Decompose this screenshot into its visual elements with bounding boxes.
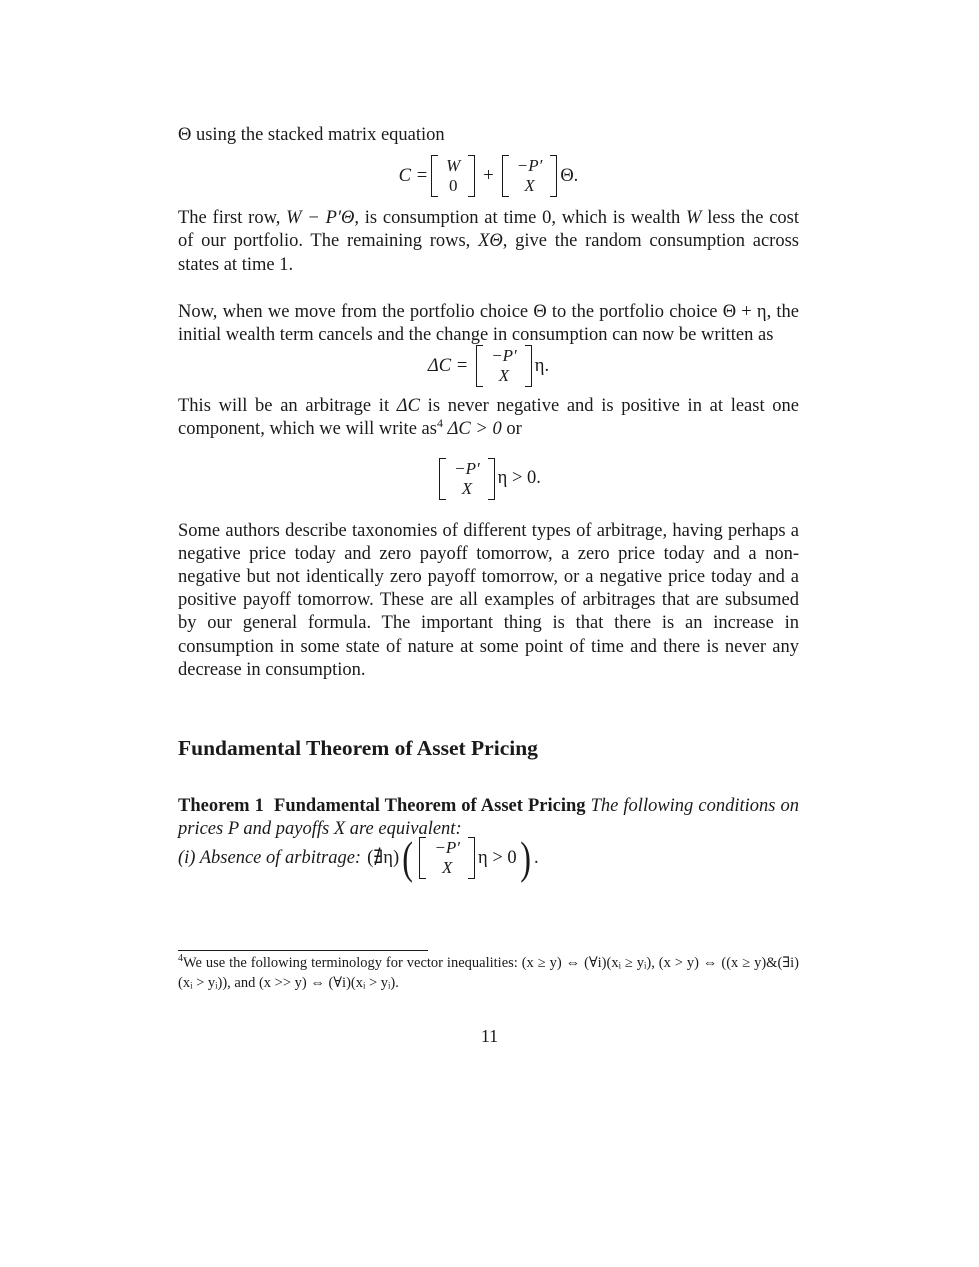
matrix-cells [483,345,525,387]
equation-consumption [178,155,799,197]
equation-delta-c [178,345,799,387]
paragraph-portfolio-change: Now, when we move from the portfolio choice Θ to the portfolio choice Θ + η, the initial wealth term cancels and the change in consumption can now be written as [178,301,799,346]
theorem-label: Theorem 1 [178,796,264,817]
matrix-cells [426,837,468,879]
paren-left: ( [402,832,414,884]
footnote-rule [178,950,428,951]
paragraph-intro: Θ using the stacked matrix equation [178,125,445,145]
matrix-cell: X [498,366,510,386]
bracket-right [525,345,532,387]
matrix-cell: X [442,858,453,878]
text: is never negative and is positive in at least one component, which we will write as [178,396,799,440]
eq1-matrix-wealth [431,155,475,197]
eq3-matrix [439,458,495,500]
item-i-label: (i) Absence of arbitrage: [178,847,362,868]
eq3-suffix: η > 0. [497,468,541,489]
math-inline: ΔC [396,396,420,417]
eq2-lhs: ΔC = [427,355,469,376]
bracket-left [439,458,446,500]
theorem-text: The following conditions on prices P and payoffs X are equivalent: [178,796,800,840]
math-inline: W [686,208,702,229]
theorem-statement [178,795,799,841]
section-title: Fundamental Theorem of Asset Pricing [178,736,538,761]
matrix-cell: X [524,176,535,196]
text: , is consumption at time 0, which is wealth [354,208,687,229]
eq1-suffix: Θ. [560,165,579,186]
item-i-end: . [533,847,539,868]
bracket-right [468,837,475,879]
paragraph-first-row [178,207,799,277]
eq1-lhs: C = [398,165,429,186]
bracket-left [431,155,438,197]
matrix-cell: −P′ [434,838,461,858]
matrix-cell: 0 [448,176,458,196]
text: , give the random consumption across states at time 1. [178,231,799,275]
math-inline: ΔC > 0 [442,419,502,440]
matrix-cells [446,458,488,500]
matrix-cells [438,155,468,197]
footnote-text: We use the following terminology for vector inequalities: (x ≥ y) ⇔ (∀i)(xᵢ ≥ yᵢ), (x > y) ⇔ ((x ≥ y)&(∃i)(xᵢ > yᵢ)), and (x >> y) ⇔ (∀i)(xᵢ > yᵢ). [178,955,799,991]
footnote [178,954,799,993]
item-i-quantifier: (∄η) [367,848,400,869]
eq1-plus: + [483,165,494,186]
paragraph-taxonomies: Some authors describe taxonomies of different types of arbitrage, having perhaps a negative price today and zero payoff tomorrow, a zero price today and a non-negative but not identically zero payoff tomorrow, or a negative price today and a positive payoff tomorrow. These are all examples of arbitrages that are subsumed by our general formula. The important thing is that there is an increase in consumption in some state of nature at some point of time and there is never any decrease in consumption. [178,520,799,680]
bracket-left [476,345,483,387]
matrix-cells [509,155,551,197]
eq2-suffix: η. [534,355,550,376]
equation-arbitrage-condition [178,458,799,500]
text: less the cost of our portfolio. The remaining rows, [178,208,800,252]
text: This will be an arbitrage it [178,396,397,417]
footnote-marker[interactable]: 4 [436,416,443,431]
eq1-matrix-price-payoff [502,155,558,197]
page-number: 11 [480,1026,499,1046]
matrix-cell: −P′ [491,346,517,366]
matrix-cell: W [446,156,461,176]
bracket-right [488,458,495,500]
math-inline: W − P′Θ [286,208,355,229]
eq2-matrix [476,345,532,387]
theorem-item-i [178,832,799,884]
matrix-cell: −P′ [516,156,543,176]
bracket-right [550,155,557,197]
bracket-left [502,155,509,197]
theorem-name: Fundamental Theorem of Asset Pricing [274,796,586,817]
math-inline: XΘ [478,231,503,252]
page-body [178,118,800,884]
theorem-matrix [419,837,475,879]
matrix-cell: X [461,478,473,498]
footnote-number: 4 [178,953,183,965]
item-i-condition: η > 0 [478,847,517,868]
paren-right: ) [519,832,531,884]
bracket-right [468,155,475,197]
matrix-cell: −P′ [454,458,480,478]
paragraph-arbitrage-definition [178,395,799,441]
bracket-left [419,837,426,879]
text: The first row, [178,208,287,229]
text: or [501,419,522,440]
